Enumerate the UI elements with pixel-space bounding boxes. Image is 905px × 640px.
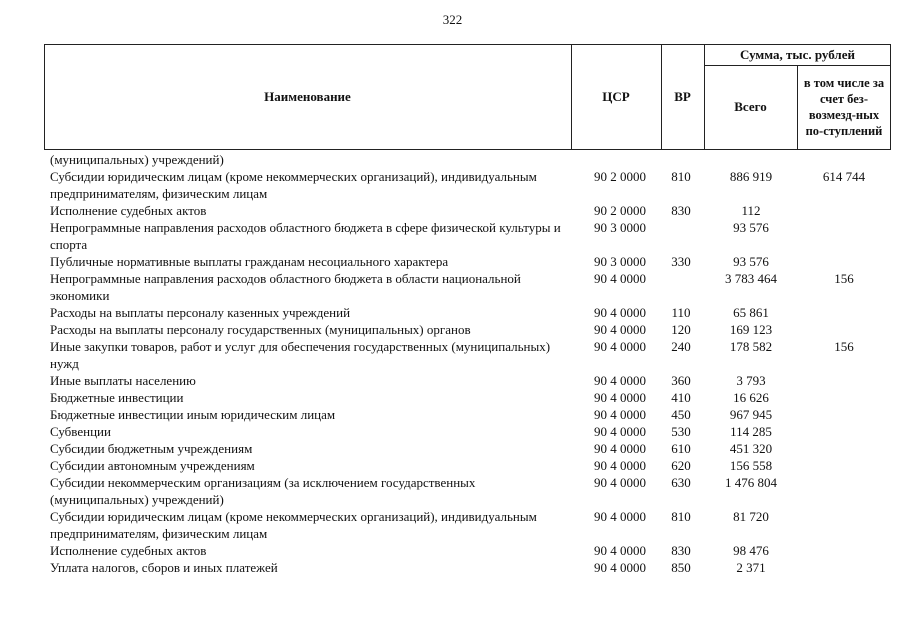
row-total: 451 320 <box>729 441 773 456</box>
row-name: Публичные нормативные выплаты гражданам несоциального характера <box>50 254 449 269</box>
row-csr: 90 4 0000 <box>594 407 646 422</box>
table-row <box>50 151 890 168</box>
row-name: (муниципальных) учреждений) <box>50 152 224 167</box>
row-csr: 90 3 0000 <box>594 254 646 269</box>
row-csr: 90 4 0000 <box>594 560 646 575</box>
row-csr: 90 4 0000 <box>594 271 646 286</box>
row-vr: 810 <box>671 169 691 184</box>
table-row <box>50 253 890 270</box>
row-total: 967 945 <box>729 407 773 422</box>
table-row <box>50 423 890 440</box>
row-name: Субсидии бюджетным учреждениям <box>50 441 253 456</box>
row-total: 1 476 804 <box>725 475 777 490</box>
row-total: 98 476 <box>733 543 769 558</box>
table-body <box>50 151 890 576</box>
row-total: 3 783 464 <box>725 271 777 286</box>
header-sum-title: Сумма, тыс. рублей <box>740 47 855 62</box>
row-name: Бюджетные инвестиции <box>50 390 184 405</box>
table-row <box>50 372 890 389</box>
table-row <box>50 508 890 542</box>
row-name: Уплата налогов, сборов и иных платежей <box>50 560 278 575</box>
row-vr: 630 <box>671 475 691 490</box>
row-vr: 810 <box>671 509 691 524</box>
row-name: Иные выплаты населению <box>50 373 196 388</box>
table-row <box>50 440 890 457</box>
table-row <box>50 559 890 576</box>
table-row <box>50 321 890 338</box>
row-vr: 110 <box>671 305 691 320</box>
row-vr: 360 <box>671 373 691 388</box>
row-name: Исполнение судебных актов <box>50 543 207 558</box>
row-total: 16 626 <box>733 390 769 405</box>
row-free-receipts: 614 744 <box>822 169 866 184</box>
row-name: Непрограммные направления расходов областного бюджета в области национальной экономики <box>50 271 521 303</box>
row-name: Иные закупки товаров, работ и услуг для обеспечения государственных (муниципальных) нужд <box>50 339 551 371</box>
row-name: Расходы на выплаты персоналу казенных учреждений <box>50 305 351 320</box>
table-row <box>50 406 890 423</box>
header-csr: ЦСР <box>602 89 630 104</box>
header-name: Наименование <box>264 89 351 104</box>
row-name: Субсидии юридическим лицам (кроме некоммерческих организаций), индивидуальным предпринимателям, физическим лицам <box>50 509 537 541</box>
table-row <box>50 202 890 219</box>
row-name: Субсидии юридическим лицам (кроме некоммерческих организаций), индивидуальным предпринимателям, физическим лицам <box>50 169 537 201</box>
row-vr: 410 <box>671 390 691 405</box>
table-row <box>50 270 890 304</box>
row-csr: 90 4 0000 <box>594 339 646 354</box>
row-total: 93 576 <box>733 254 769 269</box>
row-name: Субсидии некоммерческим организациям (за исключением государственных (муниципальных) учреждений) <box>50 475 476 507</box>
row-total: 65 861 <box>733 305 769 320</box>
row-vr: 610 <box>671 441 691 456</box>
table-row <box>50 457 890 474</box>
row-name: Исполнение судебных актов <box>50 203 207 218</box>
table-row <box>50 168 890 202</box>
row-total: 81 720 <box>733 509 769 524</box>
table-row <box>50 542 890 559</box>
row-csr: 90 4 0000 <box>594 441 646 456</box>
table-header <box>44 44 891 150</box>
row-total: 3 793 <box>736 373 766 388</box>
row-csr: 90 4 0000 <box>594 543 646 558</box>
header-border-right <box>890 45 891 149</box>
row-csr: 90 4 0000 <box>594 424 646 439</box>
table-row <box>50 389 890 406</box>
row-total: 178 582 <box>729 339 773 354</box>
row-total: 156 558 <box>729 458 773 473</box>
row-csr: 90 2 0000 <box>594 203 646 218</box>
row-total: 114 285 <box>730 424 772 439</box>
header-vr: ВР <box>674 89 691 104</box>
row-total: 93 576 <box>733 220 769 235</box>
header-total: Всего <box>734 99 767 114</box>
row-vr: 850 <box>671 560 691 575</box>
row-vr: 620 <box>671 458 691 473</box>
row-name: Непрограммные направления расходов областного бюджета в сфере физической культуры и спорта <box>50 220 561 252</box>
header-free-receipts-text: в том числе за счет без-возмезд-ных по-ступлений <box>803 76 885 138</box>
row-csr: 90 4 0000 <box>594 475 646 490</box>
row-vr: 330 <box>671 254 691 269</box>
row-name: Субвенции <box>50 424 111 439</box>
row-total: 2 371 <box>736 560 766 575</box>
row-csr: 90 2 0000 <box>594 169 646 184</box>
row-vr: 450 <box>671 407 691 422</box>
table-row <box>50 474 890 508</box>
row-total: 886 919 <box>729 169 773 184</box>
row-free-receipts: 156 <box>834 271 854 286</box>
table-row <box>50 304 890 321</box>
row-name: Субсидии автономным учреждениям <box>50 458 255 473</box>
row-vr: 120 <box>671 322 691 337</box>
row-free-receipts: 156 <box>834 339 854 354</box>
row-csr: 90 4 0000 <box>594 509 646 524</box>
row-total: 112 <box>741 203 761 218</box>
row-csr: 90 4 0000 <box>594 390 646 405</box>
row-name: Бюджетные инвестиции иным юридическим лицам <box>50 407 336 422</box>
row-name: Расходы на выплаты персоналу государственных (муниципальных) органов <box>50 322 471 337</box>
row-vr: 830 <box>671 543 691 558</box>
row-csr: 90 4 0000 <box>594 305 646 320</box>
table-row <box>50 338 890 372</box>
table-row <box>50 219 890 253</box>
row-csr: 90 3 0000 <box>594 220 646 235</box>
header-free-receipts <box>797 65 891 149</box>
row-vr: 240 <box>671 339 691 354</box>
row-csr: 90 4 0000 <box>594 373 646 388</box>
row-total: 169 123 <box>729 322 773 337</box>
row-csr: 90 4 0000 <box>594 322 646 337</box>
page-number: 322 <box>442 12 463 27</box>
row-csr: 90 4 0000 <box>594 458 646 473</box>
row-vr: 530 <box>671 424 691 439</box>
row-vr: 830 <box>671 203 691 218</box>
